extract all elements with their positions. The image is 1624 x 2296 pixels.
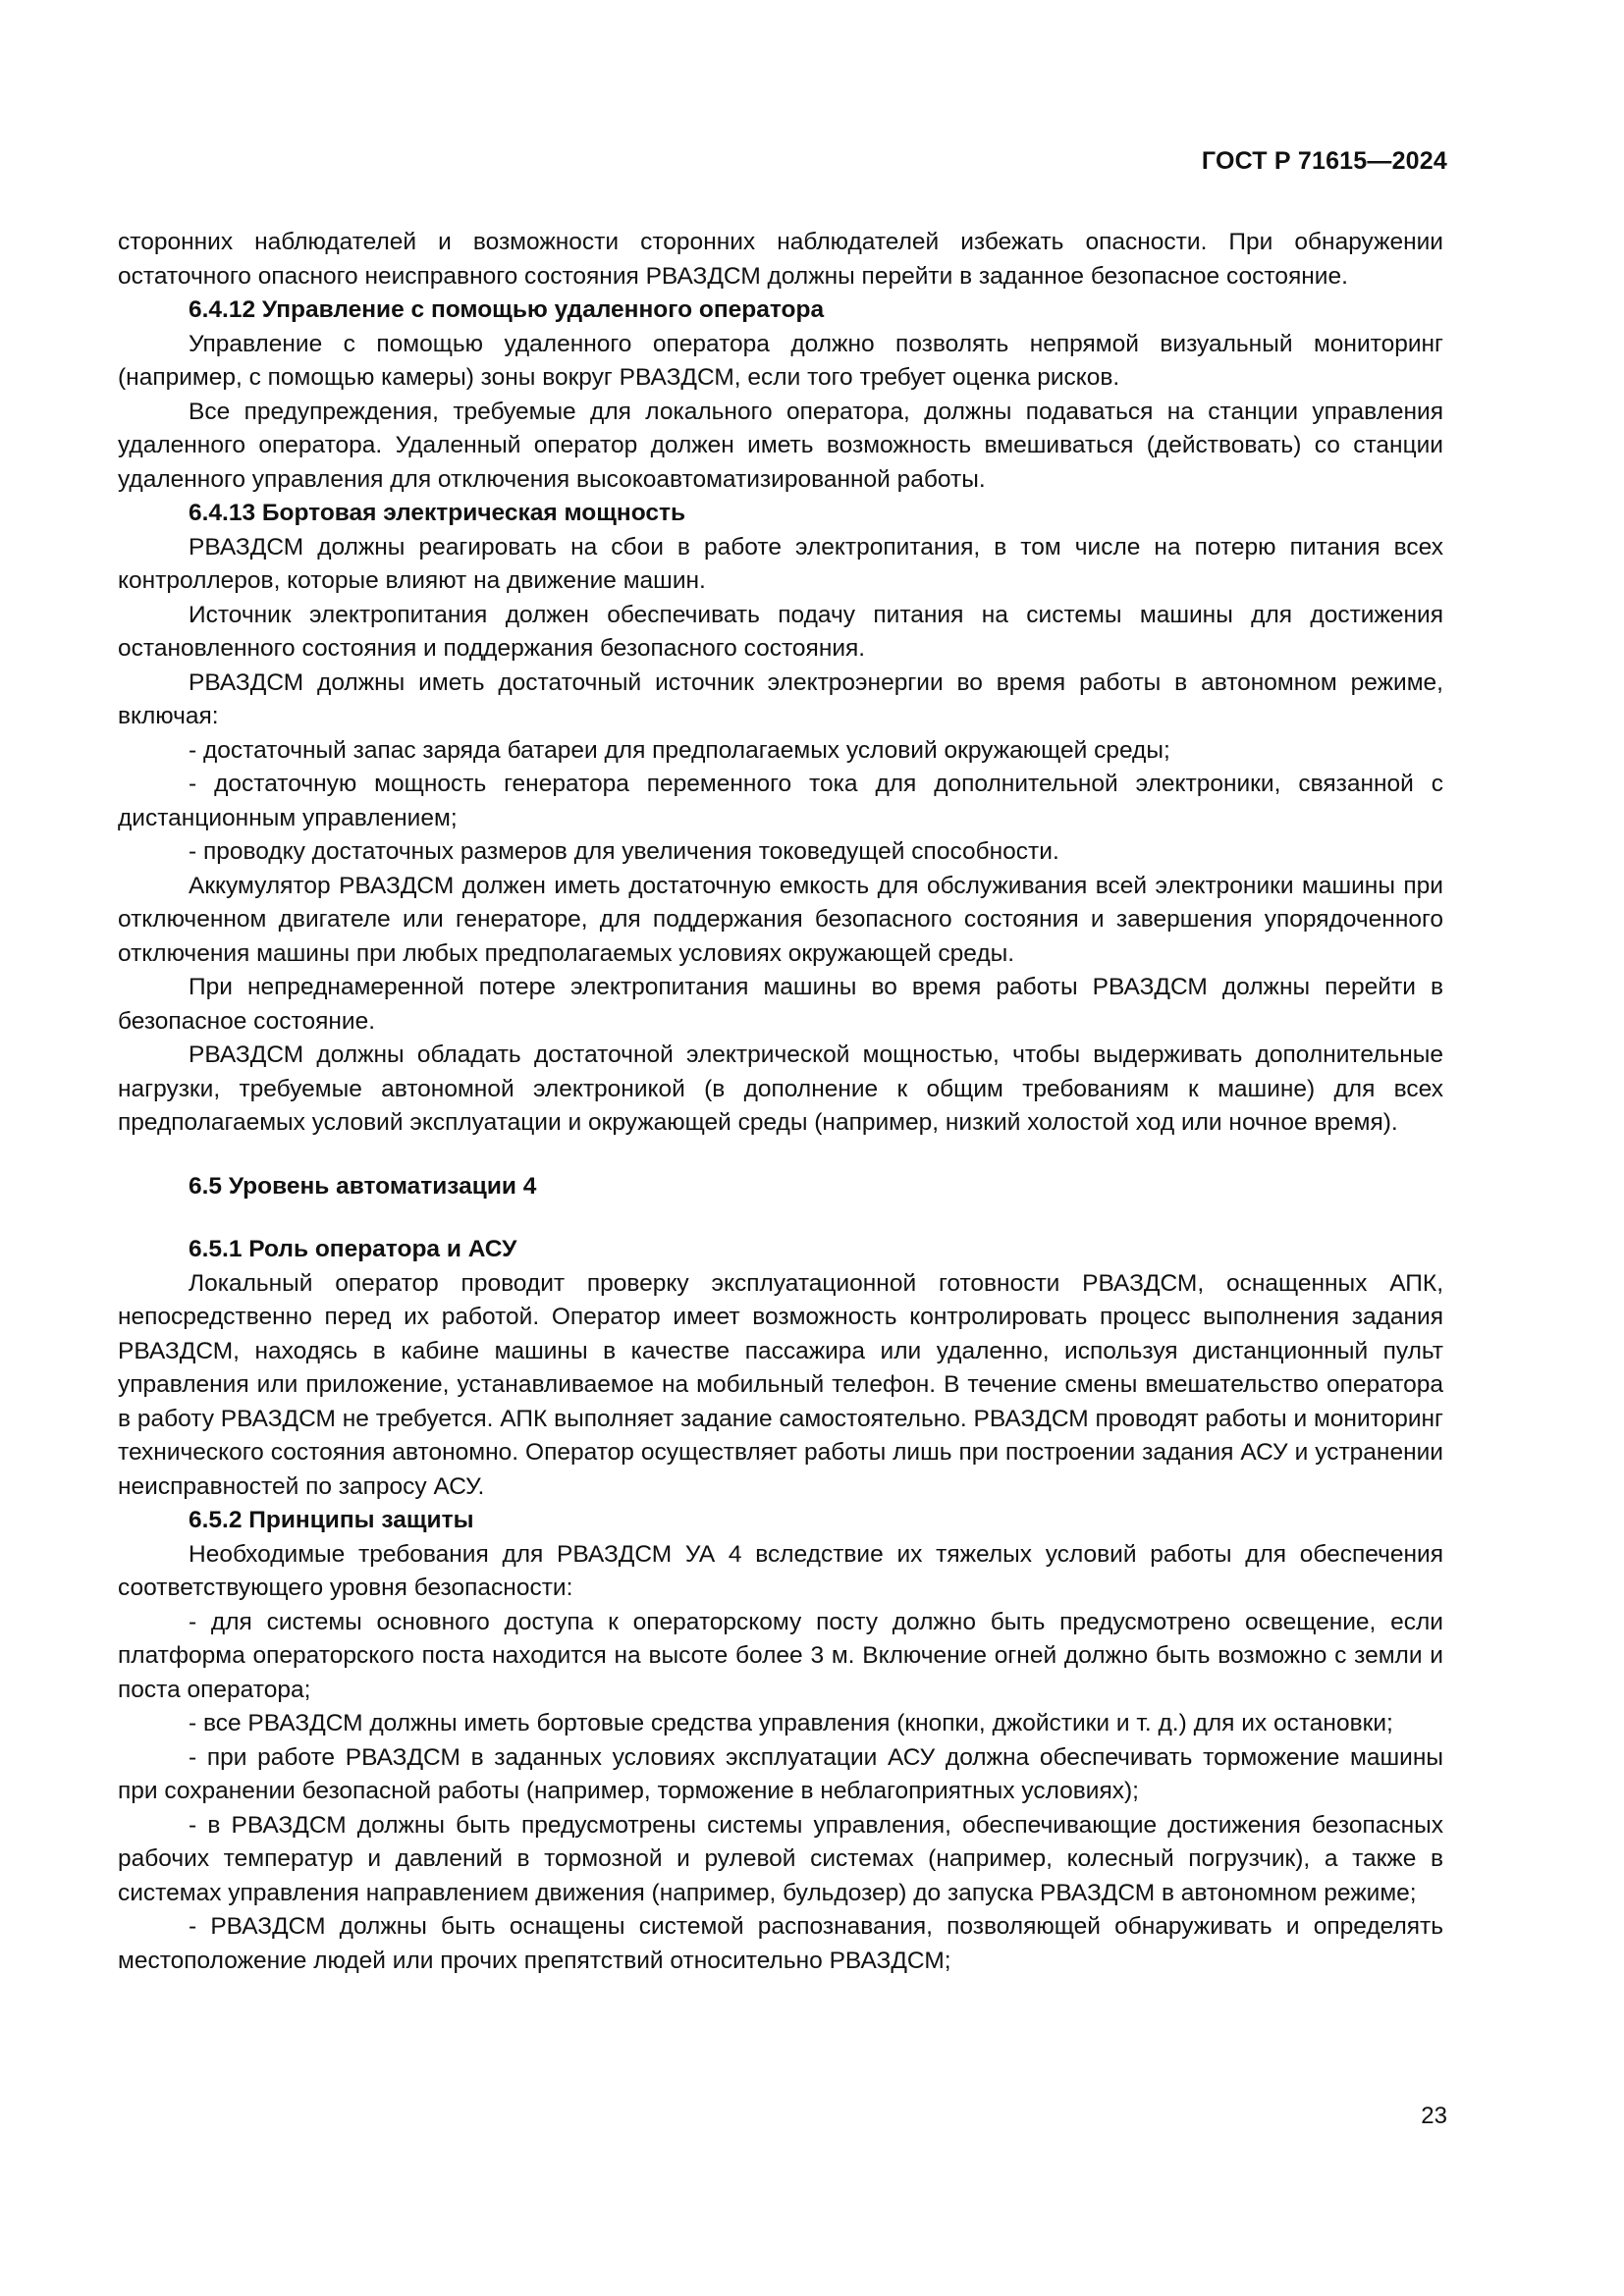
list-item: - при работе РВАЗДСМ в заданных условиях эксплуатации АСУ должна обеспечивать торможение машины при сохранении безопасной работы (например, торможение в неблагоприятных условиях); [118, 1743, 1443, 1804]
list-item: - проводку достаточных размеров для увеличения токоведущей способности. [189, 838, 1059, 865]
paragraph: Локальный оператор проводит проверку эксплуатационной готовности РВАЗДСМ, оснащенных АПК, непосредственно перед их работой. Оператор имеет возможность контролировать процесс выполнения задания РВАЗДСМ, находясь в кабине машины в качестве пассажира или удаленно, используя дистанционный пульт управления или приложение, устанавливаемое на мобильный телефон. В течение смены вмешательство оператора в работу РВАЗДСМ не требуется. АПК выполняет задание самостоятельно. РВАЗДСМ проводят работы и мониторинг технического состояния автономно. Оператор осуществляет работы лишь при построении задания АСУ и устранении неисправностей по запросу АСУ. [118, 1269, 1443, 1500]
list-item: - РВАЗДСМ должны быть оснащены системой распознавания, позволяющей обнаруживать и определять местоположение людей или прочих препятствий относительно РВАЗДСМ; [118, 1913, 1443, 1974]
heading-6-4-13: 6.4.13 Бортовая электрическая мощность [189, 500, 686, 526]
list-item: - для системы основного доступа к операторскому посту должно быть предусмотрено освещение, если платформа операторского поста находится на высоте более 3 м. Включение огней должно быть возможно с земли и поста оператора; [118, 1608, 1443, 1703]
paragraph: РВАЗДСМ должны обладать достаточной электрической мощностью, чтобы выдерживать дополнительные нагрузки, требуемые автономной электроникой (в дополнение к общим требованиям к машине) для всех предполагаемых условий эксплуатации и окружающей среды (например, низкий холостой ход или ночное время). [118, 1041, 1443, 1136]
paragraph: Источник электропитания должен обеспечивать подачу питания на системы машины для достижения остановленного состояния и поддержания безопасного состояния. [118, 601, 1443, 662]
page-number: 23 [1421, 2103, 1447, 2129]
paragraph: Аккумулятор РВАЗДСМ должен иметь достаточную емкость для обслуживания всей электроники машины при отключенном двигателе или генераторе, для поддержания безопасного состояния и завершения упорядоченного отключения машины при любых предполагаемых условиях окружающей среды. [118, 872, 1443, 967]
paragraph: РВАЗДСМ должны иметь достаточный источник электроэнергии во время работы в автономном режиме, включая: [118, 668, 1443, 729]
heading-6-4-12: 6.4.12 Управление с помощью удаленного оператора [189, 296, 825, 323]
list-item: - в РВАЗДСМ должны быть предусмотрены системы управления, обеспечивающие достижения безопасных рабочих температур и давлений в тормозной и рулевой системах (например, колесный погрузчик), а также в системах управления направлением движения (например, бульдозер) до запуска РВАЗДСМ в автономном режиме; [118, 1811, 1443, 1906]
heading-6-5-1: 6.5.1 Роль оператора и АСУ [189, 1236, 517, 1262]
document-code: ГОСТ Р 71615—2024 [1201, 147, 1447, 175]
paragraph-intro: сторонних наблюдателей и возможности сторонних наблюдателей избежать опасности. При обнаружении остаточного опасного неисправного состояния РВАЗДСМ должны перейти в заданное безопасное состояние. [118, 229, 1443, 290]
heading-6-5: 6.5 Уровень автоматизации 4 [189, 1172, 537, 1200]
paragraph: Необходимые требования для РВАЗДСМ УА 4 вследствие их тяжелых условий работы для обеспечения соответствующего уровня безопасности: [118, 1540, 1443, 1601]
heading-6-5-2: 6.5.2 Принципы защиты [189, 1507, 474, 1533]
list-item: - достаточную мощность генератора переменного тока для дополнительной электроники, связанной с дистанционным управлением; [118, 771, 1443, 831]
document-body [118, 226, 1443, 1978]
paragraph: При непреднамеренной потере электропитания машины во время работы РВАЗДСМ должны перейти в безопасное состояние. [118, 974, 1443, 1035]
list-item: - все РВАЗДСМ должны иметь бортовые средства управления (кнопки, джойстики и т. д.) для их остановки; [189, 1710, 1393, 1736]
list-item: - достаточный запас заряда батареи для предполагаемых условий окружающей среды; [189, 736, 1170, 764]
paragraph: Все предупреждения, требуемые для локального оператора, должны подаваться на станции управления удаленного оператора. Удаленный оператор должен иметь возможность вмешиваться (действовать) со станции удаленного управления для отключения высокоавтоматизированной работы. [118, 398, 1443, 493]
paragraph: РВАЗДСМ должны реагировать на сбои в работе электропитания, в том числе на потерю питания всех контроллеров, которые влияют на движение машин. [118, 533, 1443, 594]
paragraph: Управление с помощью удаленного оператора должно позволять непрямой визуальный мониторинг (например, с помощью камеры) зоны вокруг РВАЗДСМ, если того требует оценка рисков. [118, 330, 1443, 391]
